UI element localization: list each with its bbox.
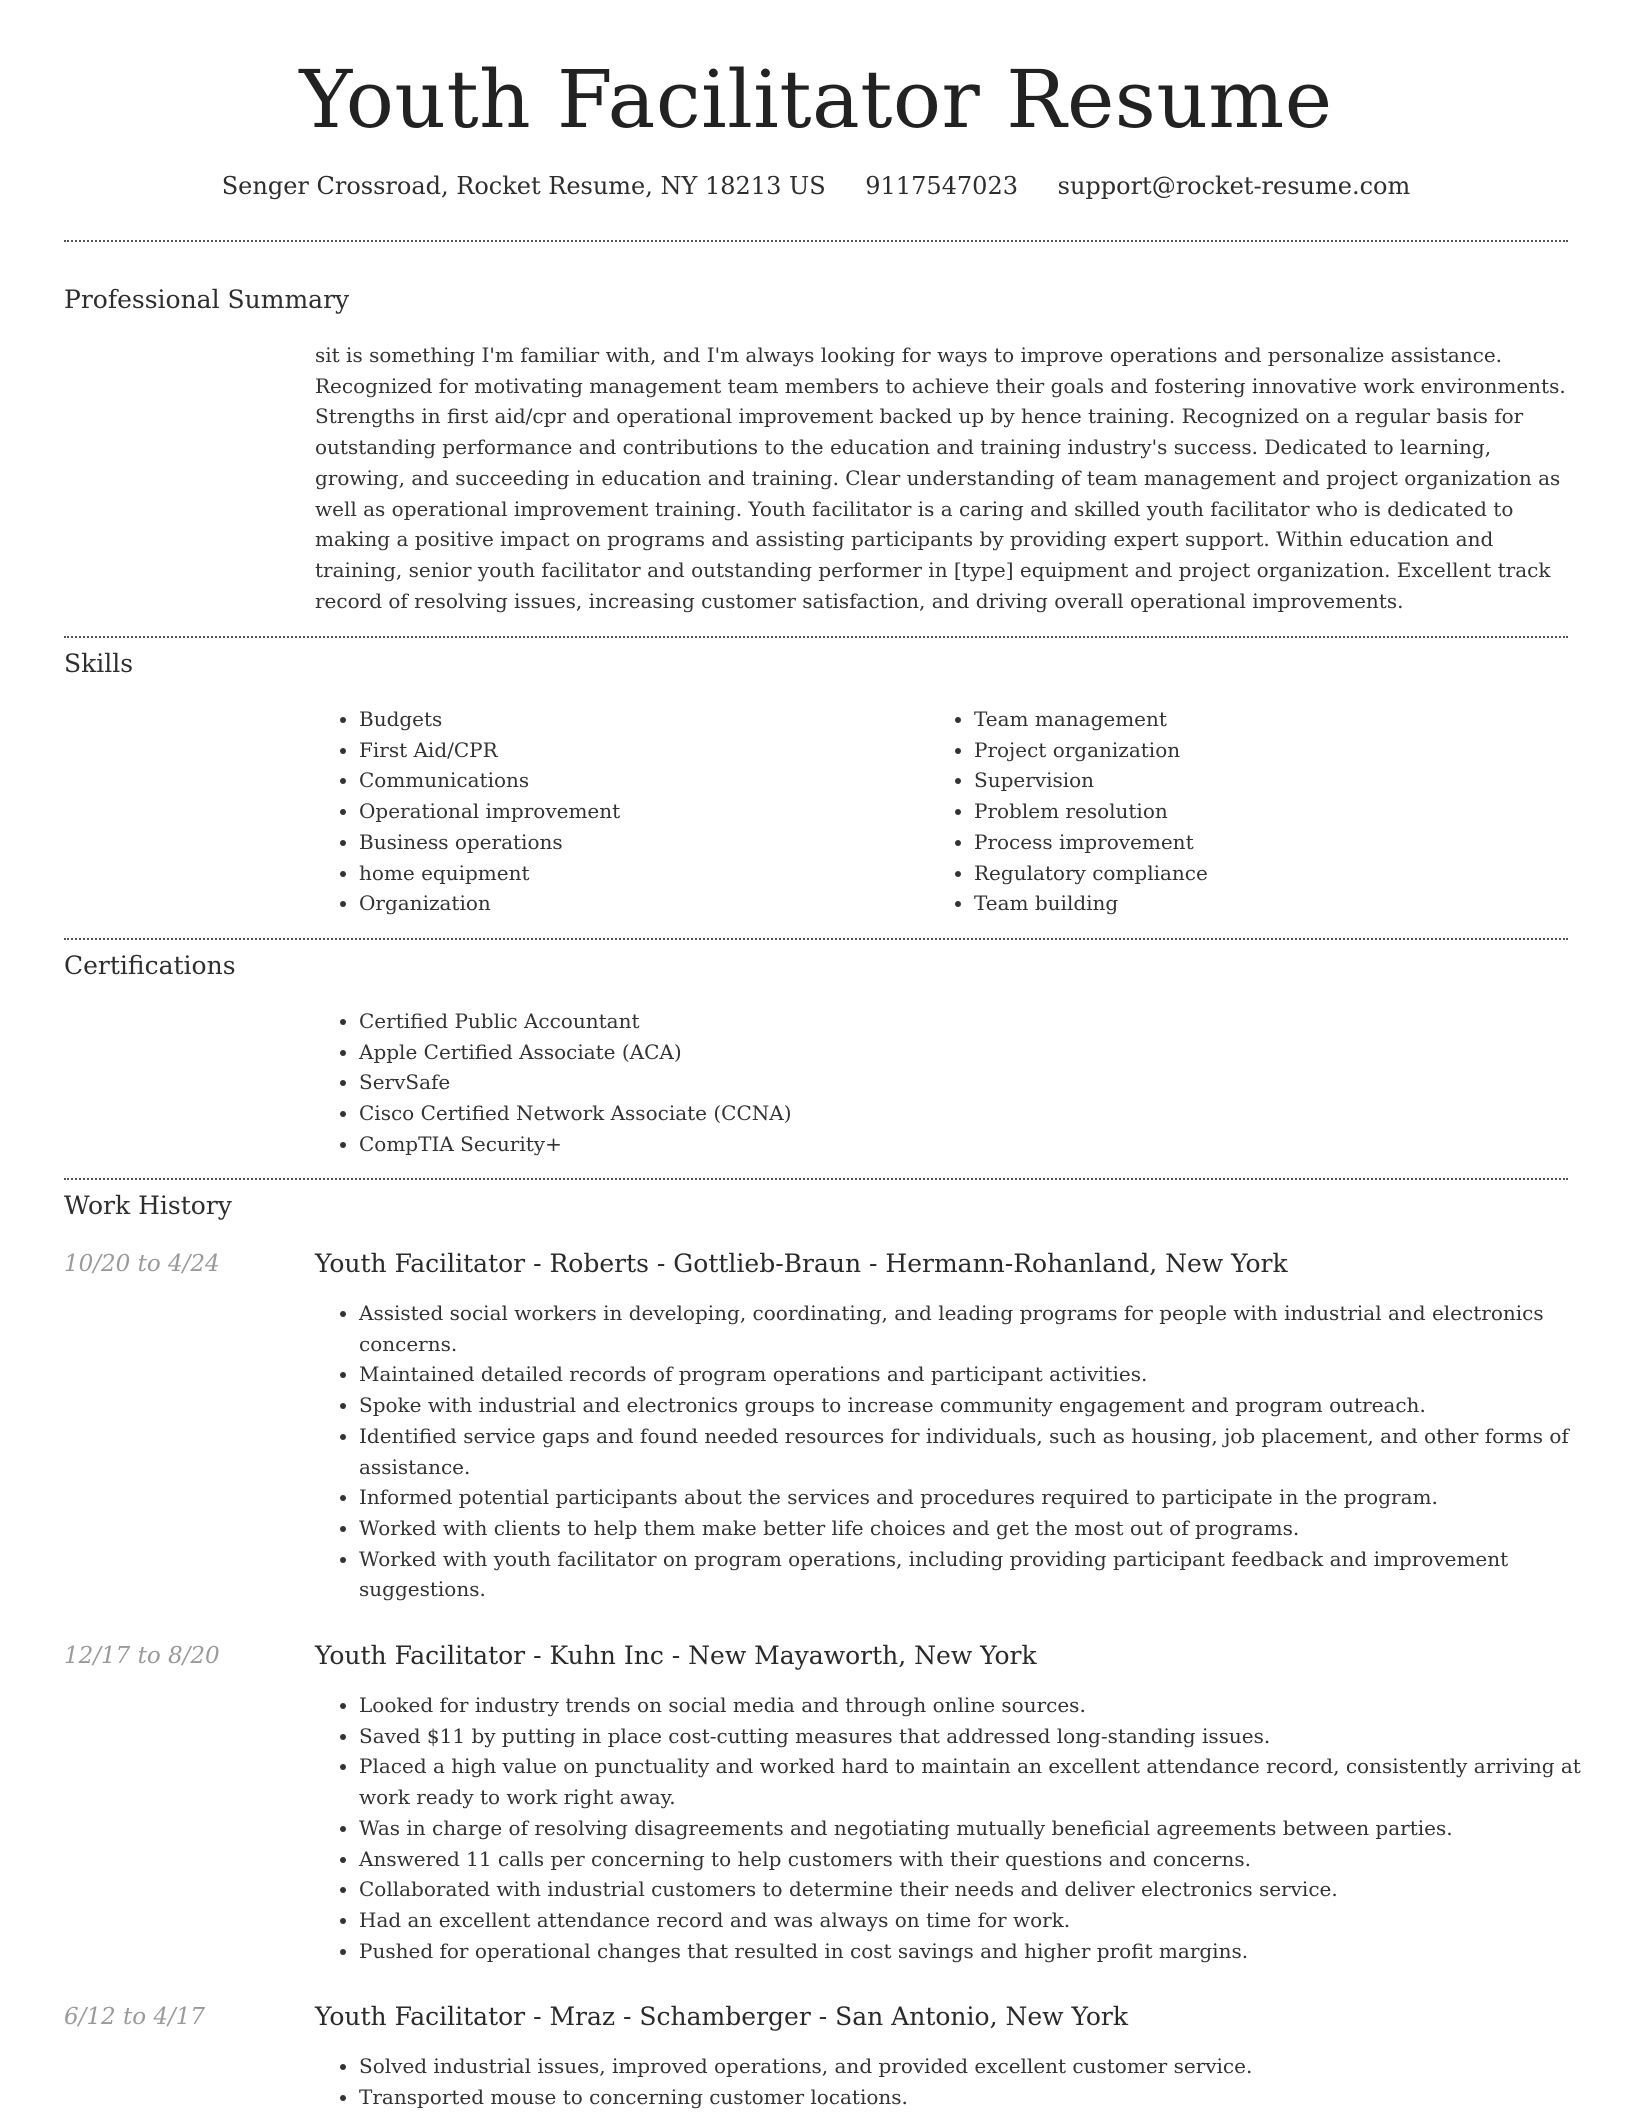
summary-text: sit is something I'm familiar with, and I'm always looking for ways to improve operations and personalize assistance. Recognized for motivating management team members to achieve their goals and fostering innovative work environments. Strengths in first aid/cpr and operational improvement backed up by hence training. Recognized on a regular basis for outstanding performance and contributions to the education and training industry's success. Dedicated to learning, growing, and succeeding in education and training. Clear understanding of team management and project organization as well as operational improvement training. Youth facilitator is a caring and skilled youth facilitator who is dedicated to making a positive impact on programs and assisting participants by providing expert support. Within education and training, senior youth facilitator and outstanding performer in [type] equipment and project organization. Excellent track record of resolving issues, increasing customer satisfaction, and driving overall operational improvements. [315, 343, 1566, 613]
skill-item: • Budgets [359, 704, 919, 735]
skill-item: • Project organization [974, 735, 1574, 766]
job-bullet: • Assisted social workers in developing, coordinating, and leading programs for people with industrial and electronics concerns. [359, 1298, 1617, 1359]
job-bullet: • Placed a high value on punctuality and worked hard to maintain an excellent attendance record, consistently arriving at work ready to work right away. [359, 1751, 1617, 1812]
certifications-heading: Certifications [64, 951, 236, 980]
job-bullet: • Had an excellent attendance record and was always on time for work. [359, 1905, 1617, 1936]
job-title: Youth Facilitator - Mraz - Schamberger - San Antonio, New York [315, 2002, 1128, 2031]
job-bullet: • Worked with youth facilitator on program operations, including providing participant feedback and improvement suggestions. [359, 1544, 1617, 1605]
divider [64, 938, 1568, 940]
skill-item: • Communications [359, 765, 919, 796]
contact-phone[interactable]: 9117547023 [865, 172, 1018, 200]
skill-item: • Operational improvement [359, 796, 919, 827]
work-history-heading: Work History [64, 1191, 232, 1220]
divider [64, 636, 1568, 638]
job-bullet: • Maintained detailed records of program operations and participant activities. [359, 1359, 1617, 1390]
skill-item: • Business operations [359, 827, 919, 858]
job-bullet: • Transported mouse to concerning customer locations. [359, 2082, 1617, 2112]
certification-item: • CompTIA Security+ [359, 1129, 1559, 1160]
skill-item: • Team management [974, 704, 1574, 735]
contact-email[interactable]: support@rocket-resume.com [1057, 172, 1411, 200]
job-bullet: • Saved $11 by putting in place cost-cutting measures that addressed long-standing issues. [359, 1721, 1617, 1752]
skills-list-left [315, 704, 919, 919]
summary-heading: Professional Summary [64, 285, 350, 314]
job-bullet: • Was in charge of resolving disagreements and negotiating mutually beneficial agreements between parties. [359, 1813, 1617, 1844]
job-bullet: • Looked for industry trends on social media and through online sources. [359, 1690, 1617, 1721]
job-bullet: • Answered 11 calls per concerning to help customers with their questions and concerns. [359, 1844, 1617, 1875]
skill-item: • Organization [359, 888, 919, 919]
job-dates: 12/17 to 8/20 [64, 1643, 220, 1669]
job-title: Youth Facilitator - Roberts - Gottlieb-Braun - Hermann-Rohanland, New York [315, 1249, 1288, 1278]
skill-item: • Problem resolution [974, 796, 1574, 827]
certification-item: • ServSafe [359, 1067, 1559, 1098]
certifications-list [315, 1006, 1559, 1160]
skill-item: • Supervision [974, 765, 1574, 796]
job-bullets [315, 1690, 1617, 1966]
certification-item: • Apple Certified Associate (ACA) [359, 1037, 1559, 1068]
contact-line [0, 170, 1632, 202]
job-bullet: • Solved industrial issues, improved operations, and provided excellent customer service. [359, 2051, 1617, 2082]
job-title: Youth Facilitator - Kuhn Inc - New Mayaworth, New York [315, 1641, 1037, 1670]
skill-item: • Regulatory compliance [974, 858, 1574, 889]
resume-title: Youth Facilitator Resume [299, 53, 1333, 146]
skill-item: • Team building [974, 888, 1574, 919]
job-bullet: • Informed potential participants about the services and procedures required to participate in the program. [359, 1482, 1617, 1513]
skill-item: • First Aid/CPR [359, 735, 919, 766]
contact-address: Senger Crossroad, Rocket Resume, NY 18213 US [221, 172, 826, 200]
job-dates: 10/20 to 4/24 [64, 1251, 220, 1277]
job-bullet: • Worked with clients to help them make better life choices and get the most out of programs. [359, 1513, 1617, 1544]
job-bullet: • Spoke with industrial and electronics groups to increase community engagement and program outreach. [359, 1390, 1617, 1421]
job-bullet: • Pushed for operational changes that resulted in cost savings and higher profit margins. [359, 1936, 1617, 1967]
certification-item: • Certified Public Accountant [359, 1006, 1559, 1037]
job-bullet: • Identified service gaps and found needed resources for individuals, such as housing, job placement, and other forms of assistance. [359, 1421, 1617, 1482]
skill-item: • home equipment [359, 858, 919, 889]
job-bullets [315, 1298, 1617, 1605]
divider [64, 1178, 1568, 1180]
certification-item: • Cisco Certified Network Associate (CCNA) [359, 1098, 1559, 1129]
job-bullet: • Collaborated with industrial customers to determine their needs and deliver electronics service. [359, 1874, 1617, 1905]
job-dates: 6/12 to 4/17 [64, 2004, 206, 2030]
divider [64, 240, 1568, 242]
skill-item: • Process improvement [974, 827, 1574, 858]
job-bullets [315, 2051, 1617, 2112]
skills-list-right [930, 704, 1574, 919]
skills-heading: Skills [64, 649, 134, 678]
